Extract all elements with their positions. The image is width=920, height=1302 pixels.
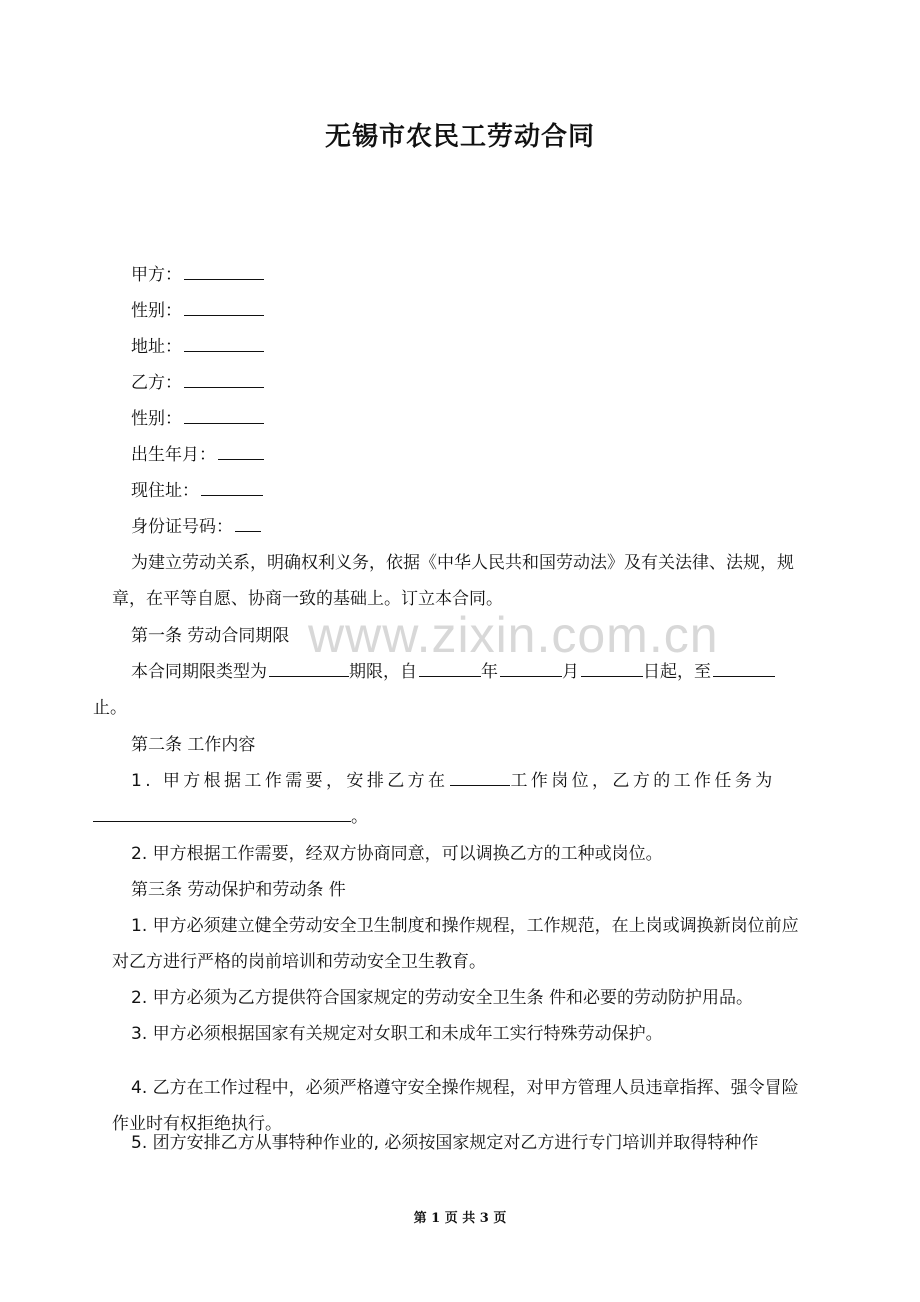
field-label: 身份证号码： bbox=[131, 517, 233, 537]
blank-line bbox=[184, 334, 264, 352]
page-footer: 第 1 页 共 3 页 bbox=[413, 1211, 507, 1226]
article-2-item-1 bbox=[112, 763, 810, 835]
item-text: 工作岗位，乙方的工作任务为 bbox=[510, 771, 776, 791]
field-label: 地址： bbox=[131, 337, 182, 357]
article-1-text: 期限，自 bbox=[349, 662, 417, 682]
article-3-heading: 第三条 劳动保护和劳动条 件 bbox=[131, 880, 346, 900]
party-b-field bbox=[131, 370, 264, 394]
article-3-item-5: 5. 团方安排乙方从事特种作业的, 必须按国家规定对乙方进行专门培训并取得特种作 bbox=[131, 1133, 759, 1153]
blank-line bbox=[450, 768, 510, 786]
item-text: 1. 甲方根据工作需要，安排乙方在 bbox=[131, 771, 449, 791]
field-label: 出生年月： bbox=[131, 445, 216, 465]
article-2-item-2: 2. 甲方根据工作需要，经双方协商同意，可以调换乙方的工种或岗位。 bbox=[131, 844, 663, 864]
article-3-item-4: 4. 乙方在工作过程中，必须严格遵守安全操作规程，对甲方管理人员违章指挥、强令冒险作业时有权拒绝执行。 bbox=[112, 1078, 799, 1134]
id-number-field bbox=[131, 514, 261, 538]
blank-line bbox=[93, 804, 351, 822]
article-2-heading: 第二条 工作内容 bbox=[131, 735, 256, 755]
blank-line bbox=[419, 659, 481, 677]
blank-line bbox=[184, 262, 264, 280]
article-1-text: 止。 bbox=[93, 698, 127, 718]
article-3-item-1: 1. 甲方必须建立健全劳动安全卫生制度和操作规程，工作规范，在上岗或调换新岗位前应对乙方进行严格的岗前培训和劳动安全卫生教育。 bbox=[112, 916, 799, 972]
blank-line bbox=[184, 298, 264, 316]
blank-line bbox=[201, 478, 263, 496]
field-label: 甲方： bbox=[131, 265, 182, 285]
blank-line bbox=[184, 406, 264, 424]
address-field bbox=[131, 334, 264, 358]
article-1-text: 年 bbox=[481, 662, 498, 682]
blank-line bbox=[713, 659, 775, 677]
article-3-item-2: 2. 甲方必须为乙方提供符合国家规定的劳动安全卫生条 件和必要的劳动防护用品。 bbox=[131, 988, 754, 1008]
blank-line bbox=[500, 659, 562, 677]
article-1-text: 月 bbox=[562, 662, 579, 682]
birth-date-field bbox=[131, 442, 264, 466]
watermark: www.zixin.com.cn bbox=[308, 607, 719, 663]
article-1-text: 日起，至 bbox=[643, 662, 711, 682]
blank-line bbox=[235, 514, 261, 532]
field-label: 性别： bbox=[131, 301, 182, 321]
blank-line bbox=[218, 442, 264, 460]
article-1-text: 本合同期限类型为 bbox=[131, 662, 267, 682]
field-label: 现住址： bbox=[131, 481, 199, 501]
item-text: 。 bbox=[351, 807, 368, 827]
field-label: 性别： bbox=[131, 409, 182, 429]
article-1-heading: 第一条 劳动合同期限 bbox=[131, 626, 290, 646]
gender-b-field bbox=[131, 406, 264, 430]
blank-line bbox=[184, 370, 264, 388]
document-title: 无锡市农民工劳动合同 bbox=[324, 122, 595, 152]
article-3-item-3: 3. 甲方必须根据国家有关规定对女职工和未成年工实行特殊劳动保护。 bbox=[131, 1024, 663, 1044]
article-1-paragraph bbox=[93, 654, 810, 726]
blank-line bbox=[581, 659, 643, 677]
current-address-field bbox=[131, 478, 263, 502]
gender-a-field bbox=[131, 298, 264, 322]
field-label: 乙方： bbox=[131, 373, 182, 393]
blank-line bbox=[269, 659, 349, 677]
party-a-field bbox=[131, 262, 264, 286]
intro-paragraph: 为建立劳动关系，明确权利义务，依据《中华人民共和国劳动法》及有关法律、法规，规章，在平等自愿、协商一致的基础上。订立本合同。 bbox=[112, 553, 794, 609]
